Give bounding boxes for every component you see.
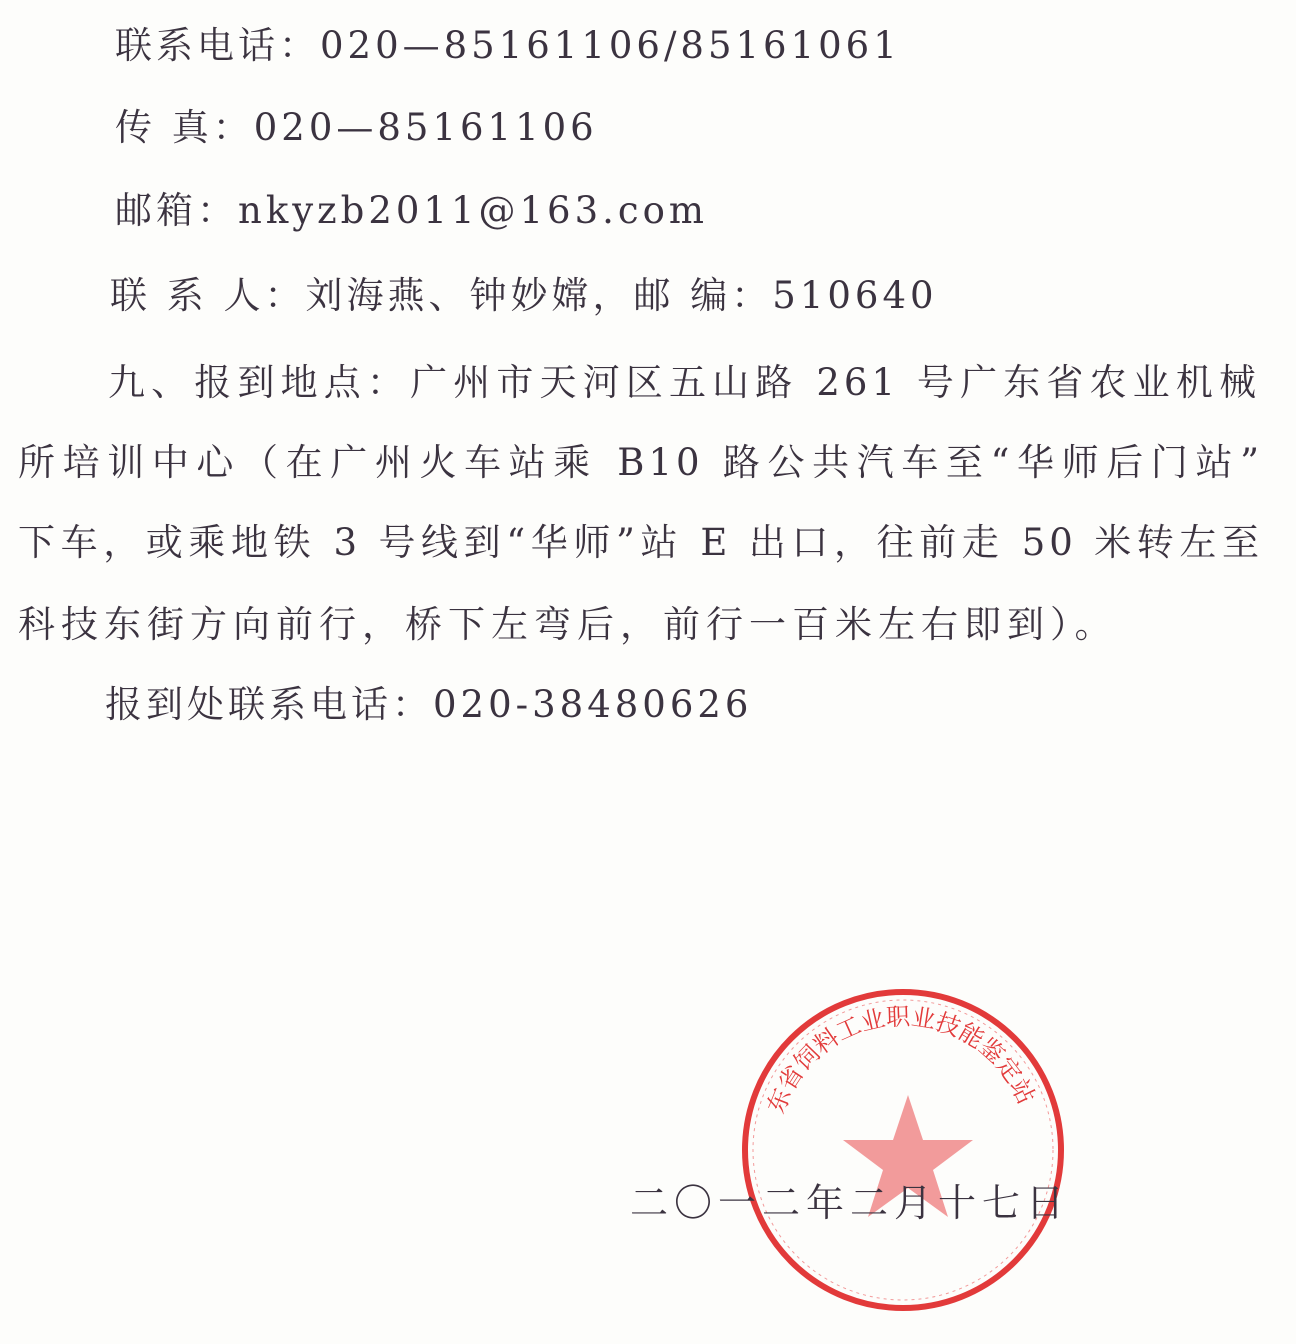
document-date: 二〇一二年二月十七日: [630, 1181, 1071, 1225]
section9-line: 九、报到地点：广州市天河区五山路 261 号广东省农业机械: [108, 361, 1260, 404]
contact-person: 联 系 人：刘海燕、钟妙嫦，邮 编：510640: [110, 274, 938, 317]
report-phone: 报到处联系电话：020-38480626: [105, 683, 753, 726]
section9-line: 科技东街方向前行，桥下左弯后，前行一百米左右即到）。: [18, 603, 1118, 646]
section9-line: 下车，或乘地铁 3 号线到“华师”站 E 出口，往前走 50 米转左至: [18, 521, 1263, 564]
seal-text: 东省饲料工业职业技能鉴定站: [761, 1002, 1041, 1118]
contact-phone: 联系电话：020—85161106/85161061: [115, 24, 901, 67]
official-seal: [738, 985, 1068, 1315]
contact-fax: 传 真：020—85161106: [115, 106, 598, 149]
contact-email: 邮箱：nkyzb2011@163.com: [115, 189, 708, 232]
section9-line: 所培训中心（在广州火车站乘 B10 路公共汽车至“华师后门站”: [18, 441, 1263, 484]
